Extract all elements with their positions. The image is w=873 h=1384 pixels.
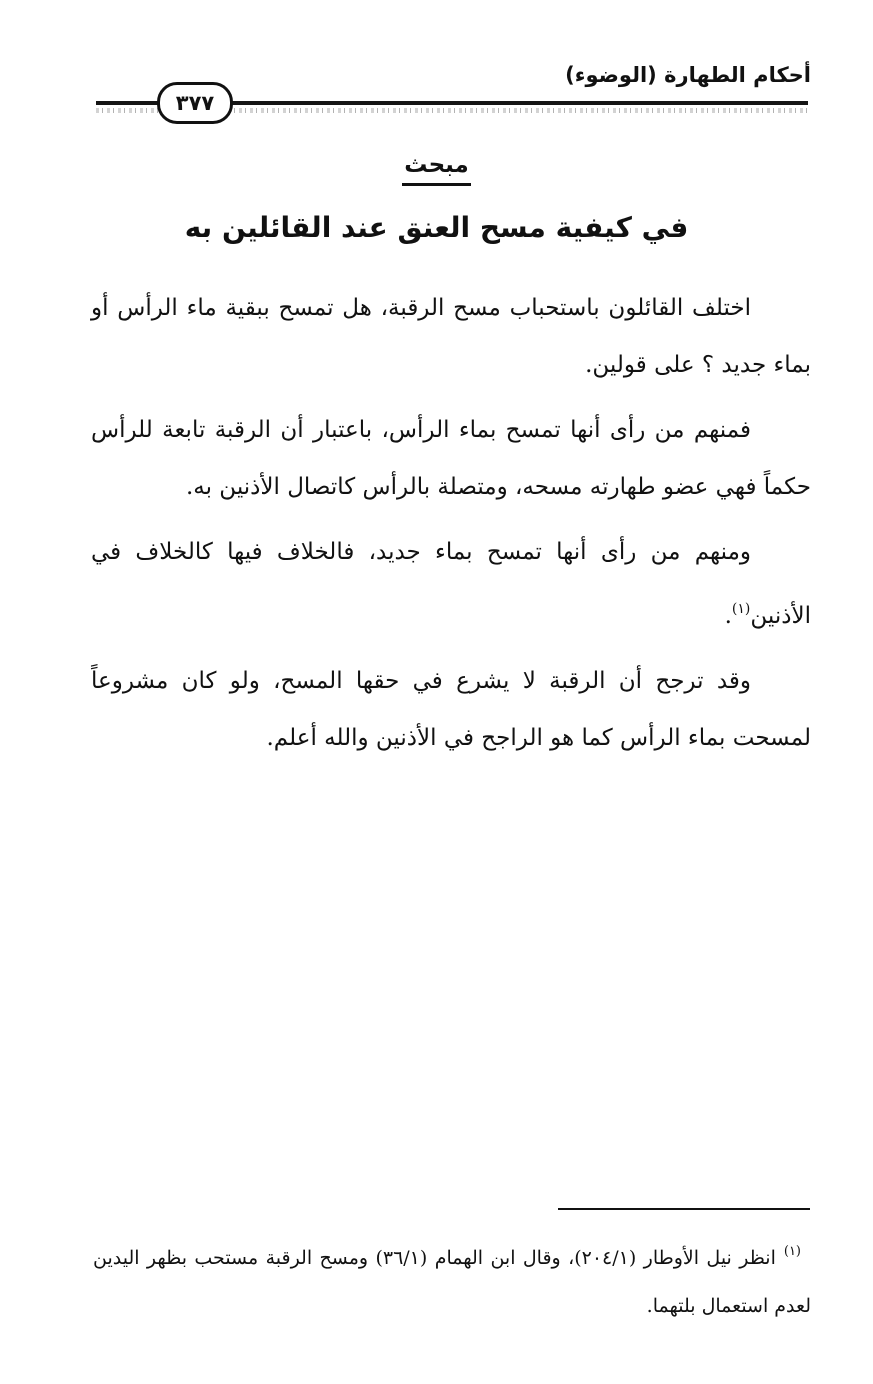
section-title: في كيفية مسح العنق عند القائلين به (184, 211, 689, 244)
body-text (91, 280, 811, 775)
footnote-text: انظر نيل الأوطار (٢٠٤/١)، وقال ابن الهمام (٣٦/١) ومسح الرقبة مستحب بظهر اليدين لعدم استعمال بلتهما. (93, 1247, 811, 1317)
paragraph: وقد ترجح أن الرقبة لا يشرع في حقها المسح، ولو كان مشروعاً لمسحت بماء الرأس كما هو الراجح في الأذنين والله أعلم. (91, 668, 811, 751)
paragraph: فمنهم من رأى أنها تمسح بماء الرأس، باعتبار أن الرقبة تابعة للرأس حكماً فهي عضو طهارته مسحه، ومتصلة بالرأس كاتصال الأذنين به. (91, 417, 811, 500)
footnote-reference: (١) (731, 600, 751, 617)
paragraph-end: . (724, 602, 732, 629)
paragraph-text: ومنهم من رأى أنها تمسح بماء جديد، فالخلاف فيها كالخلاف في الأذنين (91, 539, 811, 629)
footnote-marker: (١) (783, 1244, 801, 1259)
footnote-divider (558, 1208, 810, 1210)
paragraph: اختلف القائلون باستحباب مسح الرقبة، هل تمسح ببقية ماء الرأس أو بماء جديد ؟ على قولين. (91, 295, 811, 378)
running-title: أحكام الطهارة (الوضوء) (565, 63, 811, 87)
paragraph (91, 524, 811, 644)
section-label-text: مبحث (402, 149, 471, 186)
footnote (93, 1228, 811, 1330)
page-number: ٣٧٧ (157, 82, 233, 124)
section-label (0, 149, 873, 186)
